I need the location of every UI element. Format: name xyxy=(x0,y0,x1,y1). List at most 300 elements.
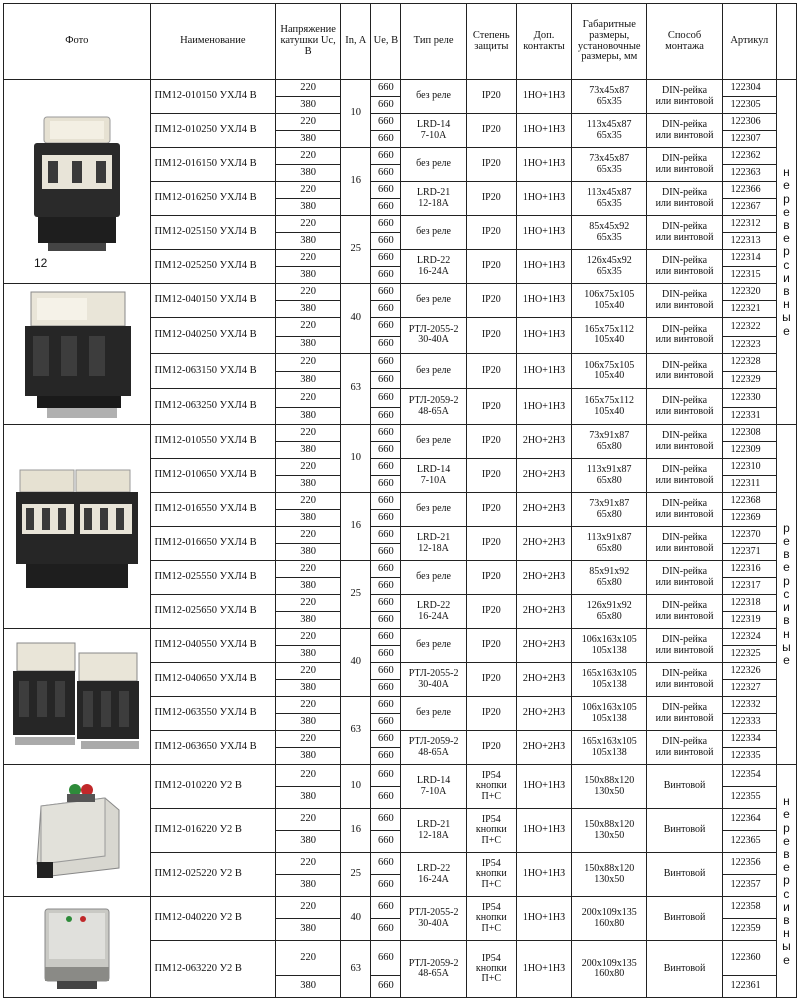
relay-type: без реле xyxy=(401,284,466,318)
rated-voltage: 660 xyxy=(371,663,401,680)
article-number: 122361 xyxy=(722,976,776,998)
dimensions: 73x91x87 65x80 xyxy=(572,493,647,527)
relay-type: LRD-21 12-18A xyxy=(401,809,466,853)
relay-type: LRD-14 7-10A xyxy=(401,765,466,809)
aux-contacts: 1НО+1НЗ xyxy=(516,80,571,114)
aux-contacts: 2НО+2НЗ xyxy=(516,629,571,663)
contactor-photo-small xyxy=(22,107,132,257)
coil-voltage: 380 xyxy=(276,919,341,941)
coil-voltage: 220 xyxy=(276,284,341,301)
product-photo xyxy=(4,425,151,629)
article-number: 122333 xyxy=(722,714,776,731)
article-number: 122330 xyxy=(722,389,776,408)
product-name: ПМ12-016220 У2 В xyxy=(150,809,275,853)
coil-voltage: 380 xyxy=(276,372,341,389)
protection-degree: IP54 кнопки П+С xyxy=(466,765,516,809)
aux-contacts: 1НО+1НЗ xyxy=(516,284,571,318)
dimensions: 106x75x105 105x40 xyxy=(572,284,647,318)
side-category-label xyxy=(776,425,796,765)
rated-voltage: 660 xyxy=(371,853,401,875)
coil-voltage: 220 xyxy=(276,493,341,510)
rated-voltage: 660 xyxy=(371,442,401,459)
photo-label: 12 xyxy=(34,255,48,270)
rated-current: 63 xyxy=(341,697,371,765)
coil-voltage: 380 xyxy=(276,408,341,425)
rated-voltage: 660 xyxy=(371,731,401,748)
dimensions: 165x75x112 105x40 xyxy=(572,389,647,425)
rated-current: 16 xyxy=(341,809,371,853)
product-name: ПМ12-016550 УХЛ4 В xyxy=(150,493,275,527)
aux-contacts: 2НО+2НЗ xyxy=(516,697,571,731)
rated-voltage: 660 xyxy=(371,578,401,595)
coil-voltage: 380 xyxy=(276,336,341,353)
coil-voltage: 220 xyxy=(276,897,341,919)
relay-type: без реле xyxy=(401,493,466,527)
rated-voltage: 660 xyxy=(371,787,401,809)
protection-degree: IP20 xyxy=(466,318,516,354)
coil-voltage: 220 xyxy=(276,389,341,408)
rated-current: 10 xyxy=(341,80,371,148)
protection-degree: IP20 xyxy=(466,353,516,389)
relay-type: РТЛ-2059-2 48-65A xyxy=(401,389,466,425)
coil-voltage: 380 xyxy=(276,787,341,809)
mounting-method: DIN-рейка или винтовой xyxy=(647,459,722,493)
header-side xyxy=(776,4,796,80)
rated-voltage: 660 xyxy=(371,493,401,510)
aux-contacts: 1НО+1НЗ xyxy=(516,148,571,182)
dimensions: 106x75x105 105x40 xyxy=(572,353,647,389)
article-number: 122358 xyxy=(722,897,776,919)
rated-voltage: 660 xyxy=(371,216,401,233)
table-row xyxy=(4,425,797,442)
coil-voltage: 220 xyxy=(276,765,341,787)
protection-degree: IP20 xyxy=(466,80,516,114)
rated-current: 40 xyxy=(341,897,371,941)
coil-voltage: 220 xyxy=(276,353,341,372)
protection-degree: IP54 кнопки П+С xyxy=(466,853,516,897)
dimensions: 200x109x135 160x80 xyxy=(572,941,647,998)
article-number: 122359 xyxy=(722,919,776,941)
article-number: 122331 xyxy=(722,408,776,425)
dimensions: 85x91x92 65x80 xyxy=(572,561,647,595)
dimensions: 200x109x135 160x80 xyxy=(572,897,647,941)
header-mounting: Способ монтажа xyxy=(647,4,722,80)
article-number: 122332 xyxy=(722,697,776,714)
coil-voltage: 220 xyxy=(276,148,341,165)
rated-voltage: 660 xyxy=(371,114,401,131)
rated-voltage: 660 xyxy=(371,809,401,831)
product-name: ПМ12-040150 УХЛ4 В xyxy=(150,284,275,318)
rated-current: 40 xyxy=(341,284,371,354)
product-name: ПМ12-025150 УХЛ4 В xyxy=(150,216,275,250)
aux-contacts: 2НО+2НЗ xyxy=(516,527,571,561)
rated-voltage: 660 xyxy=(371,389,401,408)
relay-type: РТЛ-2055-2 30-40A xyxy=(401,318,466,354)
article-number: 122310 xyxy=(722,459,776,476)
coil-voltage: 220 xyxy=(276,595,341,612)
mounting-method: DIN-рейка или винтовой xyxy=(647,697,722,731)
rated-voltage: 660 xyxy=(371,875,401,897)
product-photo xyxy=(4,80,151,284)
aux-contacts: 2НО+2НЗ xyxy=(516,595,571,629)
dimensions: 106x163x105 105x138 xyxy=(572,629,647,663)
table-row xyxy=(4,629,797,646)
coil-voltage: 220 xyxy=(276,561,341,578)
product-name: ПМ12-040220 У2 В xyxy=(150,897,275,941)
article-number: 122370 xyxy=(722,527,776,544)
mounting-method: DIN-рейка или винтовой xyxy=(647,493,722,527)
rated-voltage: 660 xyxy=(371,353,401,372)
coil-voltage: 380 xyxy=(276,544,341,561)
dimensions: 106x163x105 105x138 xyxy=(572,697,647,731)
coil-voltage: 380 xyxy=(276,301,341,318)
dimensions: 165x163x105 105x138 xyxy=(572,663,647,697)
product-name: ПМ12-010650 УХЛ4 В xyxy=(150,459,275,493)
rated-voltage: 660 xyxy=(371,765,401,787)
header-row xyxy=(4,4,797,80)
aux-contacts: 2НО+2НЗ xyxy=(516,731,571,765)
coil-voltage: 380 xyxy=(276,165,341,182)
dimensions: 73x91x87 65x80 xyxy=(572,425,647,459)
product-name: ПМ12-010250 УХЛ4 В xyxy=(150,114,275,148)
article-number: 122320 xyxy=(722,284,776,301)
dimensions: 113x91x87 65x80 xyxy=(572,527,647,561)
rated-voltage: 660 xyxy=(371,544,401,561)
protection-degree: IP20 xyxy=(466,561,516,595)
article-number: 122317 xyxy=(722,578,776,595)
rated-voltage: 660 xyxy=(371,425,401,442)
product-name: ПМ12-063550 УХЛ4 В xyxy=(150,697,275,731)
header-rated-current: In, A xyxy=(341,4,371,80)
dimensions: 165x75x112 105x40 xyxy=(572,318,647,354)
article-number: 122304 xyxy=(722,80,776,97)
protection-degree: IP20 xyxy=(466,250,516,284)
relay-type: LRD-21 12-18A xyxy=(401,527,466,561)
coil-voltage: 220 xyxy=(276,114,341,131)
enclosed-starter-photo-small xyxy=(27,776,127,886)
protection-degree: IP20 xyxy=(466,595,516,629)
rated-current: 10 xyxy=(341,425,371,493)
article-number: 122334 xyxy=(722,731,776,748)
relay-type: без реле xyxy=(401,353,466,389)
mounting-method: DIN-рейка или винтовой xyxy=(647,731,722,765)
protection-degree: IP54 кнопки П+С xyxy=(466,897,516,941)
mounting-method: DIN-рейка или винтовой xyxy=(647,389,722,425)
article-number: 122311 xyxy=(722,476,776,493)
rated-voltage: 660 xyxy=(371,629,401,646)
product-name: ПМ12-025650 УХЛ4 В xyxy=(150,595,275,629)
protection-degree: IP20 xyxy=(466,493,516,527)
product-name: ПМ12-063650 УХЛ4 В xyxy=(150,731,275,765)
article-number: 122360 xyxy=(722,941,776,976)
rated-voltage: 660 xyxy=(371,372,401,389)
mounting-method: DIN-рейка или винтовой xyxy=(647,318,722,354)
protection-degree: IP20 xyxy=(466,389,516,425)
contactor-photo-large xyxy=(17,284,137,424)
rated-voltage: 660 xyxy=(371,97,401,114)
aux-contacts: 1НО+1НЗ xyxy=(516,897,571,941)
product-name: ПМ12-063250 УХЛ4 В xyxy=(150,389,275,425)
table-row xyxy=(4,765,797,787)
product-photo xyxy=(4,284,151,425)
article-number: 122362 xyxy=(722,148,776,165)
rated-voltage: 660 xyxy=(371,697,401,714)
table-row xyxy=(4,80,797,97)
coil-voltage: 380 xyxy=(276,976,341,998)
product-name: ПМ12-040550 УХЛ4 В xyxy=(150,629,275,663)
mounting-method: DIN-рейка или винтовой xyxy=(647,629,722,663)
product-photo xyxy=(4,765,151,897)
coil-voltage: 220 xyxy=(276,629,341,646)
relay-type: РТЛ-2059-2 48-65A xyxy=(401,941,466,998)
aux-contacts: 1НО+1НЗ xyxy=(516,250,571,284)
coil-voltage: 220 xyxy=(276,809,341,831)
coil-voltage: 220 xyxy=(276,216,341,233)
protection-degree: IP20 xyxy=(466,663,516,697)
rated-voltage: 660 xyxy=(371,408,401,425)
dimensions: 113x45x87 65x35 xyxy=(572,182,647,216)
rated-current: 25 xyxy=(341,561,371,629)
aux-contacts: 1НО+1НЗ xyxy=(516,114,571,148)
article-number: 122316 xyxy=(722,561,776,578)
rated-voltage: 660 xyxy=(371,976,401,998)
product-name: ПМ12-016150 УХЛ4 В xyxy=(150,148,275,182)
rated-voltage: 660 xyxy=(371,250,401,267)
enclosed-starter-photo-large xyxy=(27,897,127,997)
rated-voltage: 660 xyxy=(371,318,401,337)
dimensions: 126x91x92 65x80 xyxy=(572,595,647,629)
article-number: 122312 xyxy=(722,216,776,233)
rated-current: 63 xyxy=(341,941,371,998)
article-number: 122363 xyxy=(722,165,776,182)
article-number: 122325 xyxy=(722,646,776,663)
coil-voltage: 380 xyxy=(276,612,341,629)
article-number: 122368 xyxy=(722,493,776,510)
rated-voltage: 660 xyxy=(371,267,401,284)
relay-type: LRD-14 7-10A xyxy=(401,114,466,148)
aux-contacts: 1НО+1НЗ xyxy=(516,853,571,897)
mounting-method: DIN-рейка или винтовой xyxy=(647,216,722,250)
table-row xyxy=(4,897,797,919)
dimensions: 73x45x87 65x35 xyxy=(572,80,647,114)
coil-voltage: 220 xyxy=(276,425,341,442)
aux-contacts: 2НО+2НЗ xyxy=(516,663,571,697)
coil-voltage: 380 xyxy=(276,442,341,459)
relay-type: РТЛ-2055-2 30-40A xyxy=(401,897,466,941)
side-category-text: н е р е в е р с и в н ы е xyxy=(782,794,791,967)
reversing-contactor-photo-small xyxy=(12,452,142,602)
dimensions: 73x45x87 65x35 xyxy=(572,148,647,182)
product-table xyxy=(3,3,797,998)
coil-voltage: 380 xyxy=(276,680,341,697)
product-name: ПМ12-016250 УХЛ4 В xyxy=(150,182,275,216)
coil-voltage: 380 xyxy=(276,748,341,765)
rated-voltage: 660 xyxy=(371,199,401,216)
rated-voltage: 660 xyxy=(371,476,401,493)
product-photo xyxy=(4,897,151,998)
dimensions: 126x45x92 65x35 xyxy=(572,250,647,284)
rated-voltage: 660 xyxy=(371,748,401,765)
mounting-method: DIN-рейка или винтовой xyxy=(647,284,722,318)
header-protection: Степень защиты xyxy=(466,4,516,80)
article-number: 122371 xyxy=(722,544,776,561)
article-number: 122366 xyxy=(722,182,776,199)
header-photo: Фото xyxy=(4,4,151,80)
coil-voltage: 380 xyxy=(276,578,341,595)
article-number: 122356 xyxy=(722,853,776,875)
rated-voltage: 660 xyxy=(371,233,401,250)
aux-contacts: 1НО+1НЗ xyxy=(516,765,571,809)
coil-voltage: 380 xyxy=(276,97,341,114)
rated-voltage: 660 xyxy=(371,459,401,476)
relay-type: LRD-21 12-18A xyxy=(401,182,466,216)
protection-degree: IP20 xyxy=(466,425,516,459)
coil-voltage: 380 xyxy=(276,131,341,148)
coil-voltage: 220 xyxy=(276,663,341,680)
header-name: Наименование xyxy=(150,4,275,80)
rated-voltage: 660 xyxy=(371,80,401,97)
coil-voltage: 380 xyxy=(276,476,341,493)
coil-voltage: 220 xyxy=(276,731,341,748)
aux-contacts: 2НО+2НЗ xyxy=(516,561,571,595)
protection-degree: IP20 xyxy=(466,731,516,765)
product-name: ПМ12-025220 У2 В xyxy=(150,853,275,897)
aux-contacts: 2НО+2НЗ xyxy=(516,493,571,527)
side-category-label xyxy=(776,80,796,425)
article-number: 122309 xyxy=(722,442,776,459)
relay-type: LRD-22 16-24A xyxy=(401,250,466,284)
coil-voltage: 380 xyxy=(276,831,341,853)
article-number: 122313 xyxy=(722,233,776,250)
header-dimensions: Габаритные размеры, установочные размеры, мм xyxy=(572,4,647,80)
rated-voltage: 660 xyxy=(371,612,401,629)
mounting-method: DIN-рейка или винтовой xyxy=(647,114,722,148)
article-number: 122357 xyxy=(722,875,776,897)
relay-type: LRD-14 7-10A xyxy=(401,459,466,493)
product-name: ПМ12-025550 УХЛ4 В xyxy=(150,561,275,595)
side-category-text: р е в е р с и в н ы е xyxy=(782,520,791,667)
article-number: 122318 xyxy=(722,595,776,612)
mounting-method: DIN-рейка или винтовой xyxy=(647,561,722,595)
article-number: 122365 xyxy=(722,831,776,853)
mounting-method: DIN-рейка или винтовой xyxy=(647,250,722,284)
rated-current: 10 xyxy=(341,765,371,809)
protection-degree: IP20 xyxy=(466,216,516,250)
article-number: 122364 xyxy=(722,809,776,831)
mounting-method: DIN-рейка или винтовой xyxy=(647,80,722,114)
article-number: 122324 xyxy=(722,629,776,646)
rated-voltage: 660 xyxy=(371,831,401,853)
rated-voltage: 660 xyxy=(371,165,401,182)
coil-voltage: 380 xyxy=(276,267,341,284)
article-number: 122355 xyxy=(722,787,776,809)
coil-voltage: 220 xyxy=(276,941,341,976)
rated-current: 25 xyxy=(341,853,371,897)
coil-voltage: 220 xyxy=(276,459,341,476)
article-number: 122314 xyxy=(722,250,776,267)
header-coil-voltage: Напряжение катушки Uc, В xyxy=(276,4,341,80)
product-name: ПМ12-010550 УХЛ4 В xyxy=(150,425,275,459)
aux-contacts: 1НО+1НЗ xyxy=(516,809,571,853)
rated-voltage: 660 xyxy=(371,646,401,663)
header-rated-voltage: Ue, B xyxy=(371,4,401,80)
rated-voltage: 660 xyxy=(371,527,401,544)
protection-degree: IP20 xyxy=(466,459,516,493)
coil-voltage: 220 xyxy=(276,697,341,714)
rated-voltage: 660 xyxy=(371,182,401,199)
aux-contacts: 1НО+1НЗ xyxy=(516,389,571,425)
protection-degree: IP54 кнопки П+С xyxy=(466,941,516,998)
relay-type: РТЛ-2055-2 30-40A xyxy=(401,663,466,697)
relay-type: без реле xyxy=(401,80,466,114)
rated-voltage: 660 xyxy=(371,919,401,941)
article-number: 122319 xyxy=(722,612,776,629)
protection-degree: IP20 xyxy=(466,527,516,561)
protection-degree: IP20 xyxy=(466,284,516,318)
product-photo xyxy=(4,629,151,765)
relay-type: без реле xyxy=(401,216,466,250)
article-number: 122369 xyxy=(722,510,776,527)
relay-type: без реле xyxy=(401,697,466,731)
header-relay-type: Тип реле xyxy=(401,4,466,80)
coil-voltage: 380 xyxy=(276,510,341,527)
mounting-method: DIN-рейка или винтовой xyxy=(647,595,722,629)
article-number: 122308 xyxy=(722,425,776,442)
dimensions: 150x88x120 130x50 xyxy=(572,853,647,897)
reversing-contactor-photo-large xyxy=(9,637,144,757)
rated-voltage: 660 xyxy=(371,714,401,731)
article-number: 122321 xyxy=(722,301,776,318)
dimensions: 150x88x120 130x50 xyxy=(572,809,647,853)
mounting-method: Винтовой xyxy=(647,809,722,853)
rated-voltage: 660 xyxy=(371,595,401,612)
product-name: ПМ12-025250 УХЛ4 В xyxy=(150,250,275,284)
dimensions: 85x45x92 65x35 xyxy=(572,216,647,250)
protection-degree: IP20 xyxy=(466,629,516,663)
rated-voltage: 660 xyxy=(371,897,401,919)
relay-type: без реле xyxy=(401,148,466,182)
coil-voltage: 380 xyxy=(276,714,341,731)
rated-voltage: 660 xyxy=(371,301,401,318)
aux-contacts: 1НО+1НЗ xyxy=(516,318,571,354)
article-number: 122329 xyxy=(722,372,776,389)
article-number: 122306 xyxy=(722,114,776,131)
aux-contacts: 2НО+2НЗ xyxy=(516,459,571,493)
dimensions: 150x88x120 130x50 xyxy=(572,765,647,809)
mounting-method: DIN-рейка или винтовой xyxy=(647,353,722,389)
mounting-method: DIN-рейка или винтовой xyxy=(647,148,722,182)
mounting-method: Винтовой xyxy=(647,941,722,998)
product-name: ПМ12-010220 У2 В xyxy=(150,765,275,809)
rated-voltage: 660 xyxy=(371,284,401,301)
aux-contacts: 1НО+1НЗ xyxy=(516,353,571,389)
relay-type: без реле xyxy=(401,561,466,595)
article-number: 122367 xyxy=(722,199,776,216)
coil-voltage: 380 xyxy=(276,875,341,897)
protection-degree: IP20 xyxy=(466,182,516,216)
protection-degree: IP20 xyxy=(466,148,516,182)
protection-degree: IP54 кнопки П+С xyxy=(466,809,516,853)
article-number: 122307 xyxy=(722,131,776,148)
table-row xyxy=(4,284,797,301)
product-name: ПМ12-010150 УХЛ4 В xyxy=(150,80,275,114)
article-number: 122328 xyxy=(722,353,776,372)
rated-voltage: 660 xyxy=(371,510,401,527)
article-number: 122354 xyxy=(722,765,776,787)
coil-voltage: 220 xyxy=(276,318,341,337)
relay-type: LRD-22 16-24A xyxy=(401,595,466,629)
mounting-method: Винтовой xyxy=(647,765,722,809)
